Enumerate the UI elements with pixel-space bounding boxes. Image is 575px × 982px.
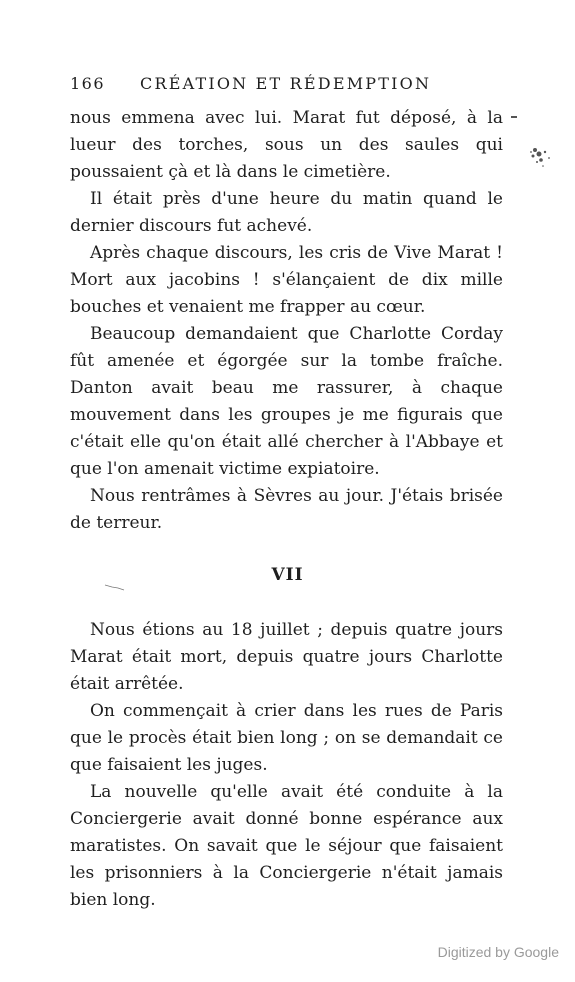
page-number: 166: [70, 74, 106, 93]
paragraph: La nouvelle qu'elle avait été conduite à la Conciergerie avait donné bonne espérance aux maratistes. On savait que le séjour que faisaient les prisonniers à la Conciergerie n'était jamais bien long.: [70, 782, 503, 910]
running-title: CRÉATION ET RÉDEMPTION: [140, 74, 432, 93]
margin-mark: [511, 116, 517, 118]
text-before-section: [70, 105, 503, 537]
paragraph: Nous étions au 18 juillet ; depuis quatre jours Marat était mort, depuis quatre jours Charlotte était arrêtée.: [70, 620, 503, 694]
paragraph: On commençait à crier dans les rues de Paris que le procès était bien long ; on se demandait ce que faisaient les juges.: [70, 701, 503, 775]
text-after-section: [70, 617, 503, 914]
paragraph: Il était près d'une heure du matin quand le dernier discours fut achevé.: [70, 189, 503, 236]
digitized-watermark: Digitized by Google: [437, 944, 559, 960]
running-head: [70, 74, 510, 96]
paragraph: Beaucoup demandaient que Charlotte Corday fût amenée et égorgée sur la tombe fraîche. Danton avait beau me rassurer, à chaque mouvement dans les groupes je me figurais que c'était elle qu'on était allé chercher à l'Abbaye et que l'on amenait victime expiatoire.: [70, 324, 503, 479]
paragraph: Après chaque discours, les cris de Vive Marat ! Mort aux jacobins ! s'élançaient de dix mille bouches et venaient me frapper au cœur.: [70, 243, 503, 317]
section-heading: VII: [271, 565, 304, 585]
ink-smudge: [521, 136, 561, 176]
paragraph: nous emmena avec lui. Marat fut déposé, à la lueur des torches, sous un des saules qui poussaient çà et là dans le cimetière.: [70, 108, 503, 182]
paragraph: Nous rentrâmes à Sèvres au jour. J'étais brisée de terreur.: [70, 486, 503, 533]
